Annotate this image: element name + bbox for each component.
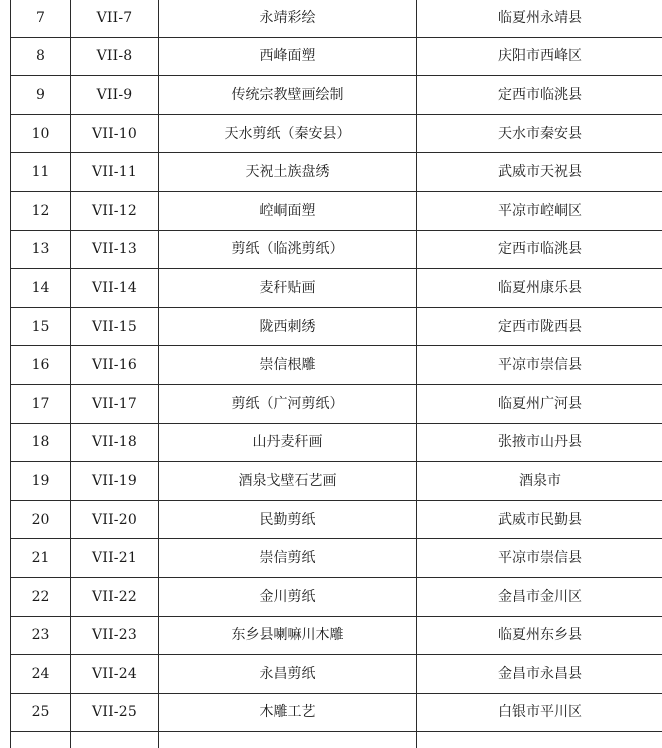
cell-number: 25 bbox=[11, 693, 71, 732]
cell-project-code: VII-19 bbox=[71, 462, 159, 501]
cell-declaring-area: 张掖市山丹县 bbox=[417, 423, 662, 462]
table-row bbox=[11, 693, 662, 732]
cell-number: 22 bbox=[11, 577, 71, 616]
cell-declaring-area: 平凉市崇信县 bbox=[417, 346, 662, 385]
table-row bbox=[11, 153, 662, 192]
cell-project-name: 传统宗教壁画绘制 bbox=[159, 76, 417, 115]
table-row bbox=[11, 423, 662, 462]
table-row bbox=[11, 732, 662, 748]
table-row bbox=[11, 191, 662, 230]
cell-project-name: 崇信根雕 bbox=[159, 346, 417, 385]
cell-project-code: VII-23 bbox=[71, 616, 159, 655]
cell-number: 15 bbox=[11, 307, 71, 346]
cell-declaring-area: 定西市陇西县 bbox=[417, 307, 662, 346]
cell-project-code bbox=[71, 732, 159, 748]
table-row bbox=[11, 346, 662, 385]
cell-number bbox=[11, 732, 71, 748]
cell-project-code: VII-16 bbox=[71, 346, 159, 385]
table-row bbox=[11, 500, 662, 539]
cell-number: 11 bbox=[11, 153, 71, 192]
cell-project-name: 东乡县喇嘛川木雕 bbox=[159, 616, 417, 655]
cell-number: 24 bbox=[11, 655, 71, 694]
table-row bbox=[11, 0, 662, 37]
cell-number: 8 bbox=[11, 37, 71, 76]
cell-declaring-area: 平凉市崆峒区 bbox=[417, 191, 662, 230]
table-row bbox=[11, 539, 662, 578]
cell-declaring-area: 金昌市永昌县 bbox=[417, 655, 662, 694]
cell-number: 10 bbox=[11, 114, 71, 153]
cell-number: 17 bbox=[11, 384, 71, 423]
cell-project-code: VII-21 bbox=[71, 539, 159, 578]
cell-declaring-area: 定西市临洮县 bbox=[417, 230, 662, 269]
cell-project-name: 陇西刺绣 bbox=[159, 307, 417, 346]
cell-declaring-area: 临夏州永靖县 bbox=[417, 0, 662, 37]
table-row bbox=[11, 462, 662, 501]
cell-project-name: 永昌剪纸 bbox=[159, 655, 417, 694]
cell-number: 19 bbox=[11, 462, 71, 501]
cell-declaring-area: 酒泉市 bbox=[417, 462, 662, 501]
cell-project-name: 麦秆贴画 bbox=[159, 269, 417, 308]
cell-number: 13 bbox=[11, 230, 71, 269]
cell-project-code: VII-17 bbox=[71, 384, 159, 423]
cell-number: 9 bbox=[11, 76, 71, 115]
cell-project-name: 木雕工艺 bbox=[159, 693, 417, 732]
table-row bbox=[11, 307, 662, 346]
cell-project-code: VII-11 bbox=[71, 153, 159, 192]
cell-declaring-area: 武威市民勤县 bbox=[417, 500, 662, 539]
table-row bbox=[11, 577, 662, 616]
cell-project-name: 崇信剪纸 bbox=[159, 539, 417, 578]
cell-project-name: 永靖彩绘 bbox=[159, 0, 417, 37]
cell-project-name bbox=[159, 732, 417, 748]
table-row bbox=[11, 616, 662, 655]
cell-project-name: 山丹麦秆画 bbox=[159, 423, 417, 462]
cell-project-code: VII-8 bbox=[71, 37, 159, 76]
cell-number: 18 bbox=[11, 423, 71, 462]
cell-project-code: VII-13 bbox=[71, 230, 159, 269]
cell-number: 16 bbox=[11, 346, 71, 385]
cell-project-name: 酒泉戈壁石艺画 bbox=[159, 462, 417, 501]
cell-declaring-area: 临夏州广河县 bbox=[417, 384, 662, 423]
cell-number: 21 bbox=[11, 539, 71, 578]
cell-declaring-area: 庆阳市西峰区 bbox=[417, 37, 662, 76]
cell-project-code: VII-20 bbox=[71, 500, 159, 539]
cell-declaring-area: 天水市秦安县 bbox=[417, 114, 662, 153]
cell-project-code: VII-9 bbox=[71, 76, 159, 115]
cell-project-code: VII-7 bbox=[71, 0, 159, 37]
cell-number: 14 bbox=[11, 269, 71, 308]
cell-project-code: VII-14 bbox=[71, 269, 159, 308]
cell-project-code: VII-24 bbox=[71, 655, 159, 694]
cell-project-name: 天祝土族盘绣 bbox=[159, 153, 417, 192]
cell-number: 12 bbox=[11, 191, 71, 230]
cell-project-name: 金川剪纸 bbox=[159, 577, 417, 616]
cell-declaring-area: 定西市临洮县 bbox=[417, 76, 662, 115]
table-row bbox=[11, 114, 662, 153]
table-row bbox=[11, 655, 662, 694]
cell-project-name: 剪纸（广河剪纸） bbox=[159, 384, 417, 423]
table-row bbox=[11, 230, 662, 269]
cell-project-name: 西峰面塑 bbox=[159, 37, 417, 76]
cell-project-code: VII-12 bbox=[71, 191, 159, 230]
cell-project-name: 崆峒面塑 bbox=[159, 191, 417, 230]
cell-declaring-area: 白银市平川区 bbox=[417, 693, 662, 732]
table-row bbox=[11, 76, 662, 115]
cell-declaring-area: 金昌市金川区 bbox=[417, 577, 662, 616]
cell-project-code: VII-10 bbox=[71, 114, 159, 153]
table-body bbox=[11, 0, 662, 748]
cell-project-code: VII-18 bbox=[71, 423, 159, 462]
cell-project-code: VII-15 bbox=[71, 307, 159, 346]
table-row bbox=[11, 37, 662, 76]
cell-number: 23 bbox=[11, 616, 71, 655]
cell-project-name: 剪纸（临洮剪纸） bbox=[159, 230, 417, 269]
cell-declaring-area: 平凉市崇信县 bbox=[417, 539, 662, 578]
table-row bbox=[11, 384, 662, 423]
cell-number: 7 bbox=[11, 0, 71, 37]
cell-declaring-area: 武威市天祝县 bbox=[417, 153, 662, 192]
heritage-list-table bbox=[10, 0, 662, 748]
cell-declaring-area: 临夏州东乡县 bbox=[417, 616, 662, 655]
cell-declaring-area bbox=[417, 732, 662, 748]
cell-project-name: 天水剪纸（秦安县） bbox=[159, 114, 417, 153]
cell-project-name: 民勤剪纸 bbox=[159, 500, 417, 539]
cell-project-code: VII-22 bbox=[71, 577, 159, 616]
cell-project-code: VII-25 bbox=[71, 693, 159, 732]
table-row bbox=[11, 269, 662, 308]
cell-number: 20 bbox=[11, 500, 71, 539]
cell-declaring-area: 临夏州康乐县 bbox=[417, 269, 662, 308]
